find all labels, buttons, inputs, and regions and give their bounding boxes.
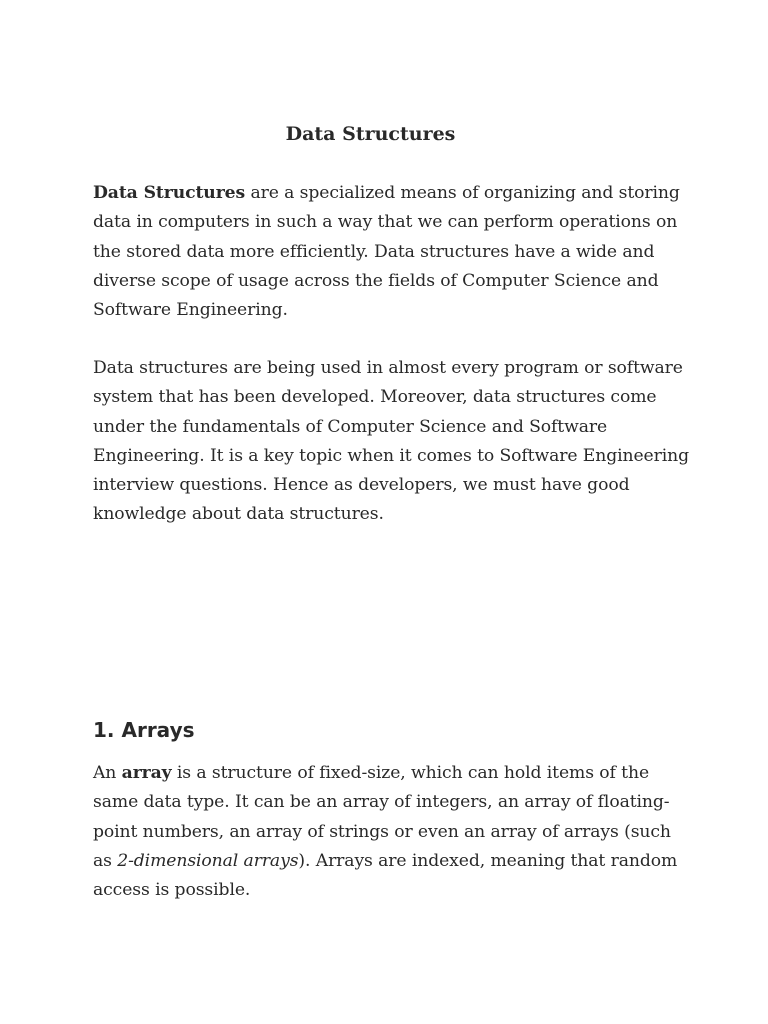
- bold-term: Data Structures: [93, 183, 246, 203]
- text-line: interview questions. Hence as developers, we must have good: [93, 475, 630, 496]
- text-line: Data structures are being used in almost every program or software: [93, 358, 683, 378]
- text-line: Software Engineering.: [93, 300, 288, 321]
- text-line: diverse scope of usage across the fields of Computer Science and: [93, 270, 659, 291]
- text-line: [93, 179, 678, 208]
- text-line: [93, 847, 678, 876]
- text-run: as: [93, 850, 118, 871]
- text-run: is a structure of fixed-size, which can hold items of the: [171, 763, 650, 783]
- text-run: ). Arrays are indexed, meaning that random: [298, 850, 678, 871]
- italic-term: 2-dimensional arrays: [117, 850, 299, 871]
- section-heading-arrays: 1. Arrays: [93, 718, 195, 742]
- usage-paragraph: [93, 354, 690, 530]
- text-line: same data type. It can be an array of integers, an array of floating-: [93, 792, 670, 813]
- arrays-paragraph: [93, 759, 678, 905]
- intro-paragraph: [93, 179, 678, 325]
- text-line: the stored data more efficiently. Data structures have a wide and: [93, 241, 655, 262]
- text-line: [93, 759, 678, 788]
- text-line: data in computers in such a way that we can perform operations on: [93, 212, 678, 233]
- text-line: under the fundamentals of Computer Science and Software: [93, 416, 608, 437]
- text-line: access is possible.: [93, 880, 251, 901]
- text-line: Engineering. It is a key topic when it comes to Software Engineering: [93, 445, 690, 466]
- document-title: Data Structures: [285, 123, 456, 145]
- text-run: are a specialized means of organizing and storing: [245, 183, 680, 203]
- text-line: point numbers, an array of strings or even an array of arrays (such: [93, 821, 671, 842]
- text-line: knowledge about data structures.: [93, 504, 384, 525]
- bold-term: array: [121, 763, 172, 783]
- text-run: An: [93, 763, 122, 783]
- text-line: system that has been developed. Moreover, data structures come: [93, 387, 657, 408]
